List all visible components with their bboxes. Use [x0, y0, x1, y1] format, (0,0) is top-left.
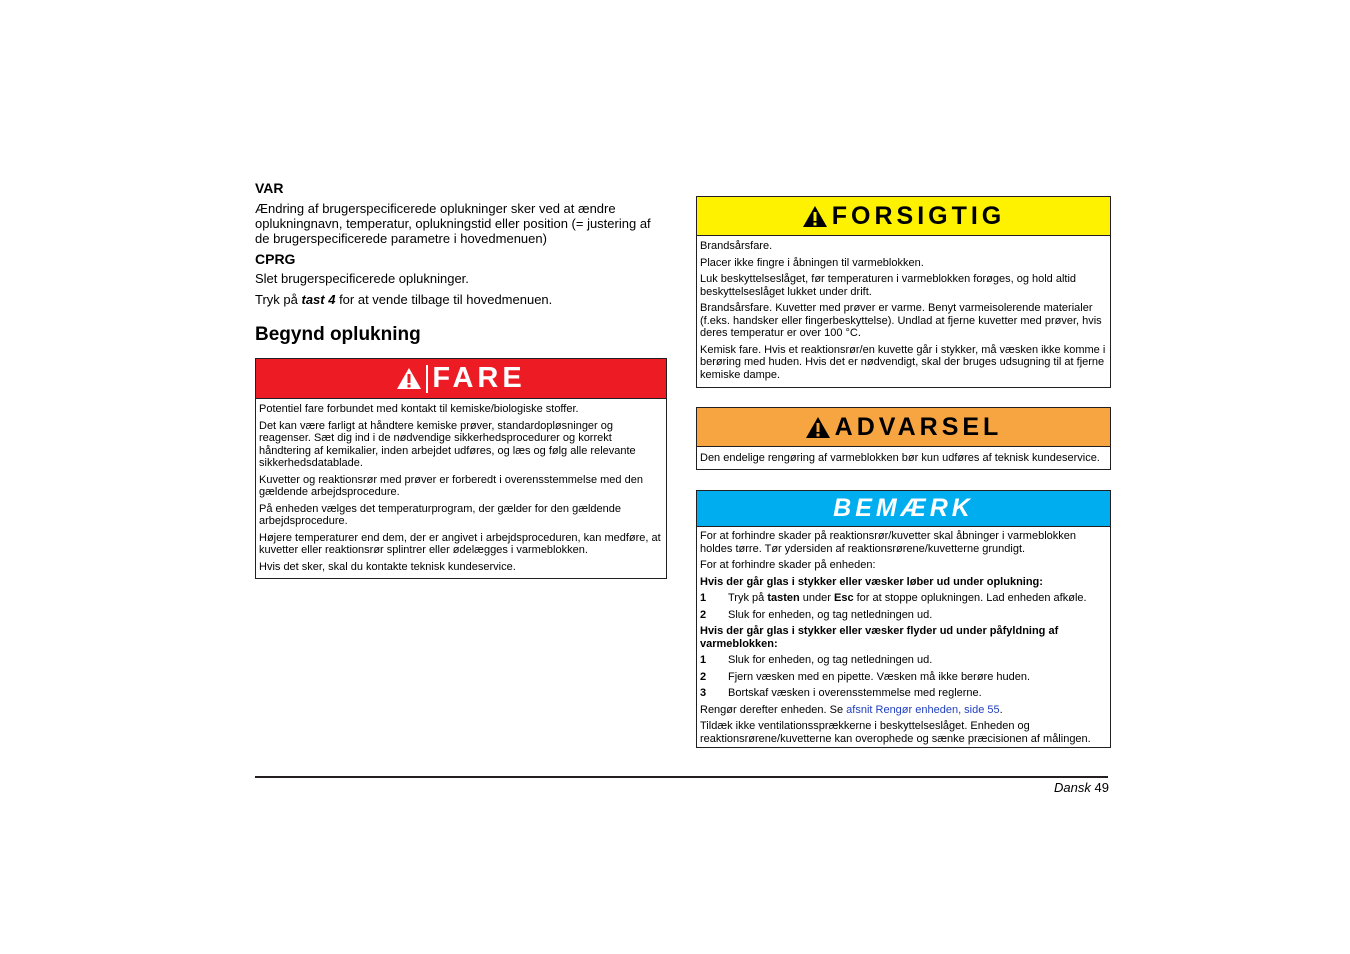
caution-title: FORSIGTIG — [831, 201, 1006, 230]
notice-paragraph — [700, 704, 1107, 717]
notice-subheading: Hvis der går glas i stykker eller væsker flyder ud under påfyldning af varmeblokken: — [700, 625, 1059, 650]
notice-step — [700, 609, 1107, 622]
warning-item: Den endelige rengøring af varmeblokken bør kun udføres af teknisk kundeservice. — [700, 452, 1100, 464]
notice-box — [696, 490, 1111, 748]
caution-body — [697, 236, 1110, 388]
warning-body — [697, 447, 1110, 472]
notice-paragraph: For at forhindre skader på enheden: — [700, 559, 876, 571]
step-number: 1 — [700, 654, 707, 666]
footer-rule — [255, 776, 1108, 778]
danger-item: Hvis det sker, skal du kontakte teknisk kundeservice. — [259, 560, 516, 573]
danger-item: Det kan være farligt at håndtere kemiske prøver, standardopløsninger og reagenser. Sæt dig ind i de nødvendige sikkerhedsprocedurer og korrekt håndtering af kemikalier, inden arbejdet udføres, og læs og følg alle relevante sikkerhedsdatablade. — [259, 419, 636, 469]
step-key-tasten: tasten — [767, 592, 800, 604]
danger-title: FARE — [432, 362, 526, 394]
footer-language: Dansk — [1054, 780, 1091, 795]
key-tast-4: tast 4 — [301, 292, 336, 307]
step-number: 1 — [700, 592, 707, 604]
var-description: Ændring af brugerspecificerede oplukninger sker ved at ændre oplukningnavn, temperatur, oplukningstid eller position (= justering af de brugerspecificerede parametre i hovedmenuen) — [255, 201, 651, 246]
danger-item: Potentiel fare forbundet med kontakt til kemiske/biologiske stoffer. — [259, 403, 579, 415]
notice-paragraph: Tildæk ikke ventilationssprækkerne i beskyttelseslåget. Enheden og reaktionsrørene/kuvetterne kan overophede og sænke præcisionen af målingen. — [700, 720, 1091, 745]
warning-triangle-icon — [805, 416, 831, 439]
caution-item: Brandsårsfare. — [700, 240, 773, 252]
notice-body — [697, 527, 1110, 752]
warning-triangle-icon — [802, 205, 828, 228]
step-number: 2 — [700, 670, 707, 683]
step-key-esc: Esc — [833, 592, 854, 604]
danger-body — [256, 399, 666, 580]
warning-header — [697, 408, 1110, 447]
notice-header — [697, 491, 1110, 527]
notice-step — [700, 654, 1107, 667]
danger-item: Kuvetter og reaktionsrør med prøver er forberedt i overensstemmelse med den gældende arbejdsprocedure. — [259, 473, 643, 498]
step-text: Sluk for enheden, og tag netledningen ud. — [728, 608, 933, 621]
return-instruction — [255, 292, 667, 307]
return-prefix: Tryk på — [255, 292, 302, 307]
warning-title: ADVARSEL — [834, 412, 1003, 441]
section-heading: Begynd oplukning — [255, 324, 421, 345]
caution-item: Placer ikke fingre i åbningen til varmeblokken. — [700, 256, 924, 269]
caution-item: Luk beskyttelseslåget, før temperaturen i varmeblokken forøges, og hold altid beskyttelseslåget lukket under drift. — [700, 273, 1077, 298]
cprg-term: CPRG — [255, 251, 296, 267]
page-number: 49 — [1094, 780, 1109, 795]
step-text — [728, 592, 1087, 605]
return-suffix: for at vende tilbage til hovedmenuen. — [335, 292, 553, 307]
step-text: Fjern væsken med en pipette. Væsken må ikke berøre huden. — [728, 670, 1031, 683]
notice-text-part: . — [999, 703, 1003, 716]
var-term: VAR — [255, 180, 284, 196]
warning-box — [696, 407, 1111, 470]
caution-box — [696, 196, 1111, 388]
step-text-part: Tryk på — [728, 592, 768, 604]
caution-item: Kemisk fare. Hvis et reaktionsrør/en kuvette går i stykker, må væsken ikke komme i berøring med huden. Hvis det er nødvendigt, skal der bruges udsugning til at fjerne kemiske dampe. — [700, 343, 1106, 381]
warning-triangle-icon — [396, 367, 422, 390]
step-text: Sluk for enheden, og tag netledningen ud. — [728, 654, 933, 666]
cross-reference-link[interactable]: afsnit Rengør enheden, side 55 — [846, 703, 1000, 716]
header-divider — [426, 365, 428, 393]
danger-header — [256, 359, 666, 399]
danger-item: På enheden vælges det temperaturprogram, der gælder for den gældende arbejdsprocedure. — [259, 502, 622, 527]
caution-item: Brandsårsfare. Kuvetter med prøver er varme. Benyt varmeisolerende materialer (f.eks. handsker eller fingerbeskyttelse). Undlad at fjerne kuvetter med prøver, hvis deres temperatur er over 100 °C. — [700, 302, 1102, 339]
notice-subheading: Hvis der går glas i stykker eller væsker løber ud under oplukning: — [700, 575, 1043, 588]
step-text: Bortskaf væsken i overensstemmelse med reglerne. — [728, 687, 982, 699]
notice-paragraph: For at forhindre skader på reaktionsrør/kuvetter skal åbninger i varmeblokken holdes tørre. Tør ydersiden af reaktionsrørene/kuvetterne grundigt. — [700, 530, 1077, 555]
step-number: 2 — [700, 608, 707, 621]
page-footer — [1054, 780, 1109, 795]
notice-text-part: Rengør derefter enheden. Se — [700, 703, 847, 716]
step-number: 3 — [700, 687, 707, 699]
step-text-part: under — [799, 592, 834, 604]
notice-title: BEMÆRK — [833, 494, 974, 522]
notice-step — [700, 687, 1107, 700]
notice-step — [700, 592, 1107, 605]
notice-step — [700, 671, 1107, 684]
step-text-part: for at stoppe oplukningen. Lad enheden afkøle. — [853, 592, 1087, 604]
danger-box — [255, 358, 667, 579]
cprg-description: Slet brugerspecificerede oplukninger. — [255, 271, 469, 286]
danger-item: Højere temperaturer end dem, der er angivet i arbejdsproceduren, kan medføre, at kuvetter eller reaktionsrør splintrer eller ødelægges i varmeblokken. — [259, 531, 661, 556]
caution-header — [697, 197, 1110, 236]
